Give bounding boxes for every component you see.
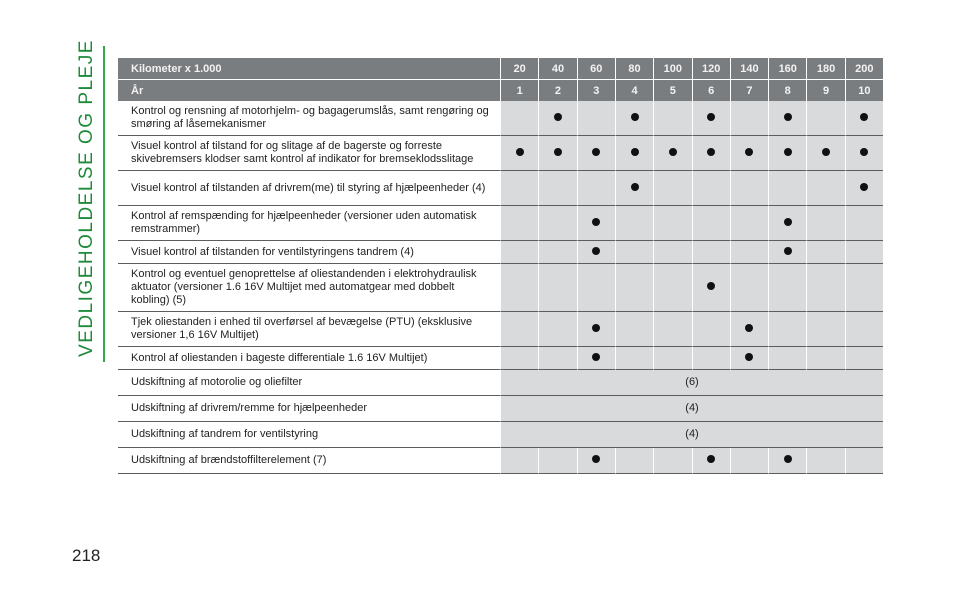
schedule-row (118, 136, 883, 171)
schedule-row (118, 448, 883, 474)
service-mark-icon (592, 353, 600, 361)
interval-cell (615, 347, 653, 370)
service-mark-icon (860, 113, 868, 121)
interval-cell (768, 241, 806, 264)
schedule-row (118, 171, 883, 206)
interval-cell (538, 448, 576, 474)
interval-cell (538, 264, 576, 312)
service-mark-icon (592, 455, 600, 463)
interval-cell (845, 241, 883, 264)
interval-cell (845, 347, 883, 370)
year-value: 4 (615, 80, 653, 101)
service-mark-icon (554, 148, 562, 156)
task-description: Udskiftning af brændstoffilterelement (7) (118, 448, 500, 474)
interval-cell (806, 171, 844, 206)
service-mark-icon (784, 148, 792, 156)
year-header-label: År (118, 80, 500, 101)
km-value: 20 (500, 58, 538, 80)
interval-note: (4) (500, 396, 883, 422)
service-mark-icon (784, 113, 792, 121)
interval-cell (653, 101, 691, 136)
interval-cell (730, 264, 768, 312)
interval-cell (692, 347, 730, 370)
interval-cell (653, 312, 691, 347)
interval-cell (500, 101, 538, 136)
schedule-row (118, 241, 883, 264)
interval-cell (653, 171, 691, 206)
interval-cell (806, 264, 844, 312)
service-mark-icon (592, 218, 600, 226)
interval-cell (577, 101, 615, 136)
task-description: Kontrol og eventuel genoprettelse af oliestandenden i elektrohydraulisk aktuator (versioner 1.6 16V Multijet med automatgear med dobbelt kobling) (5) (118, 264, 500, 312)
interval-cell (692, 171, 730, 206)
interval-cell (500, 206, 538, 241)
interval-cell (692, 206, 730, 241)
service-mark-icon (592, 148, 600, 156)
task-description: Udskiftning af tandrem for ventilstyring (118, 422, 500, 448)
km-header-label: Kilometer x 1.000 (118, 58, 500, 80)
interval-cell (845, 312, 883, 347)
interval-cell (806, 136, 844, 171)
interval-cell (653, 264, 691, 312)
service-mark-icon (554, 113, 562, 121)
interval-cell (577, 264, 615, 312)
interval-cell (768, 136, 806, 171)
interval-cell (500, 136, 538, 171)
interval-cell (768, 448, 806, 474)
interval-cell (615, 312, 653, 347)
interval-cell (768, 347, 806, 370)
year-value: 10 (845, 80, 883, 101)
service-mark-icon (860, 148, 868, 156)
task-description: Visuel kontrol af tilstanden for ventilstyringens tandrem (4) (118, 241, 500, 264)
section-title: VEDLIGEHOLDELSE OG PLEJE (76, 39, 97, 357)
interval-cell (538, 171, 576, 206)
interval-cell (845, 264, 883, 312)
interval-cell (730, 101, 768, 136)
interval-cell (500, 347, 538, 370)
task-description: Udskiftning af drivrem/remme for hjælpeenheder (118, 396, 500, 422)
schedule-body (118, 101, 883, 474)
section-rule (103, 46, 105, 362)
schedule-row (118, 396, 883, 422)
km-value: 200 (845, 58, 883, 80)
interval-cell (730, 347, 768, 370)
interval-cell (692, 136, 730, 171)
km-value: 100 (653, 58, 691, 80)
interval-cell (500, 264, 538, 312)
maintenance-schedule-table (118, 58, 883, 474)
task-description: Tjek oliestanden i enhed til overførsel af bevægelse (PTU) (eksklusive versioner 1,6 16V Multijet) (118, 312, 500, 347)
interval-note: (4) (500, 422, 883, 448)
schedule-row (118, 264, 883, 312)
service-mark-icon (784, 247, 792, 255)
interval-cell (577, 206, 615, 241)
year-value: 7 (730, 80, 768, 101)
interval-cell (692, 312, 730, 347)
service-mark-icon (516, 148, 524, 156)
interval-cell (538, 206, 576, 241)
km-value: 80 (615, 58, 653, 80)
interval-cell (845, 171, 883, 206)
interval-cell (730, 136, 768, 171)
year-value: 9 (806, 80, 844, 101)
interval-cell (692, 264, 730, 312)
page-number: 218 (72, 546, 101, 565)
service-mark-icon (592, 324, 600, 332)
interval-cell (615, 171, 653, 206)
interval-cell (768, 171, 806, 206)
interval-cell (845, 206, 883, 241)
interval-cell (577, 136, 615, 171)
interval-cell (806, 101, 844, 136)
km-header-row (118, 58, 883, 80)
interval-cell (845, 448, 883, 474)
interval-cell (653, 347, 691, 370)
interval-cell (653, 241, 691, 264)
interval-cell (806, 206, 844, 241)
interval-cell (806, 241, 844, 264)
interval-cell (653, 448, 691, 474)
interval-cell (730, 241, 768, 264)
schedule-row (118, 101, 883, 136)
interval-cell (845, 136, 883, 171)
service-mark-icon (707, 282, 715, 290)
service-mark-icon (822, 148, 830, 156)
service-mark-icon (745, 148, 753, 156)
km-value: 120 (692, 58, 730, 80)
interval-cell (577, 448, 615, 474)
interval-cell (692, 448, 730, 474)
schedule-row (118, 347, 883, 370)
interval-cell (768, 312, 806, 347)
interval-cell (730, 448, 768, 474)
interval-note: (6) (500, 370, 883, 396)
year-value: 3 (577, 80, 615, 101)
km-value: 160 (768, 58, 806, 80)
interval-cell (806, 312, 844, 347)
interval-cell (730, 312, 768, 347)
interval-cell (500, 312, 538, 347)
interval-cell (730, 206, 768, 241)
km-value: 40 (538, 58, 576, 80)
service-mark-icon (860, 183, 868, 191)
service-mark-icon (631, 148, 639, 156)
interval-cell (538, 101, 576, 136)
interval-cell (500, 448, 538, 474)
interval-cell (615, 206, 653, 241)
interval-cell (768, 101, 806, 136)
service-mark-icon (784, 455, 792, 463)
interval-cell (806, 448, 844, 474)
interval-cell (577, 347, 615, 370)
interval-cell (653, 206, 691, 241)
interval-cell (768, 206, 806, 241)
year-value: 6 (692, 80, 730, 101)
task-description: Kontrol og rensning af motorhjelm- og bagagerumslås, samt rengøring og smøring af låsemekanismer (118, 101, 500, 136)
service-mark-icon (669, 148, 677, 156)
task-description: Udskiftning af motorolie og oliefilter (118, 370, 500, 396)
year-value: 5 (653, 80, 691, 101)
interval-cell (538, 347, 576, 370)
interval-cell (538, 312, 576, 347)
service-mark-icon (745, 353, 753, 361)
year-value: 1 (500, 80, 538, 101)
km-value: 140 (730, 58, 768, 80)
km-value: 60 (577, 58, 615, 80)
interval-cell (692, 241, 730, 264)
interval-cell (845, 101, 883, 136)
schedule-row (118, 422, 883, 448)
service-mark-icon (707, 113, 715, 121)
interval-cell (500, 241, 538, 264)
service-mark-icon (784, 218, 792, 226)
task-description: Kontrol af remspænding for hjælpeenheder (versioner uden automatisk remstrammer) (118, 206, 500, 241)
interval-cell (615, 448, 653, 474)
schedule-row (118, 312, 883, 347)
interval-cell (692, 101, 730, 136)
year-value: 2 (538, 80, 576, 101)
interval-cell (806, 347, 844, 370)
service-mark-icon (707, 455, 715, 463)
service-mark-icon (592, 247, 600, 255)
year-value: 8 (768, 80, 806, 101)
interval-cell (577, 241, 615, 264)
interval-cell (615, 101, 653, 136)
interval-cell (615, 264, 653, 312)
interval-cell (538, 241, 576, 264)
km-value: 180 (806, 58, 844, 80)
service-mark-icon (745, 324, 753, 332)
task-description: Kontrol af oliestanden i bageste differentiale 1.6 16V Multijet) (118, 347, 500, 370)
interval-cell (615, 241, 653, 264)
service-mark-icon (707, 148, 715, 156)
schedule-row (118, 370, 883, 396)
interval-cell (577, 312, 615, 347)
interval-cell (577, 171, 615, 206)
interval-cell (615, 136, 653, 171)
interval-cell (538, 136, 576, 171)
interval-cell (500, 171, 538, 206)
task-description: Visuel kontrol af tilstand for og slitage af de bagerste og forreste skivebremsers klodser samt kontrol af indikator for bremseklodsslitage (118, 136, 500, 171)
interval-cell (730, 171, 768, 206)
interval-cell (653, 136, 691, 171)
interval-cell (768, 264, 806, 312)
task-description: Visuel kontrol af tilstanden af drivrem(me) til styring af hjælpeenheder (4) (118, 171, 500, 206)
service-mark-icon (631, 113, 639, 121)
service-mark-icon (631, 183, 639, 191)
schedule-row (118, 206, 883, 241)
year-header-row (118, 80, 883, 101)
